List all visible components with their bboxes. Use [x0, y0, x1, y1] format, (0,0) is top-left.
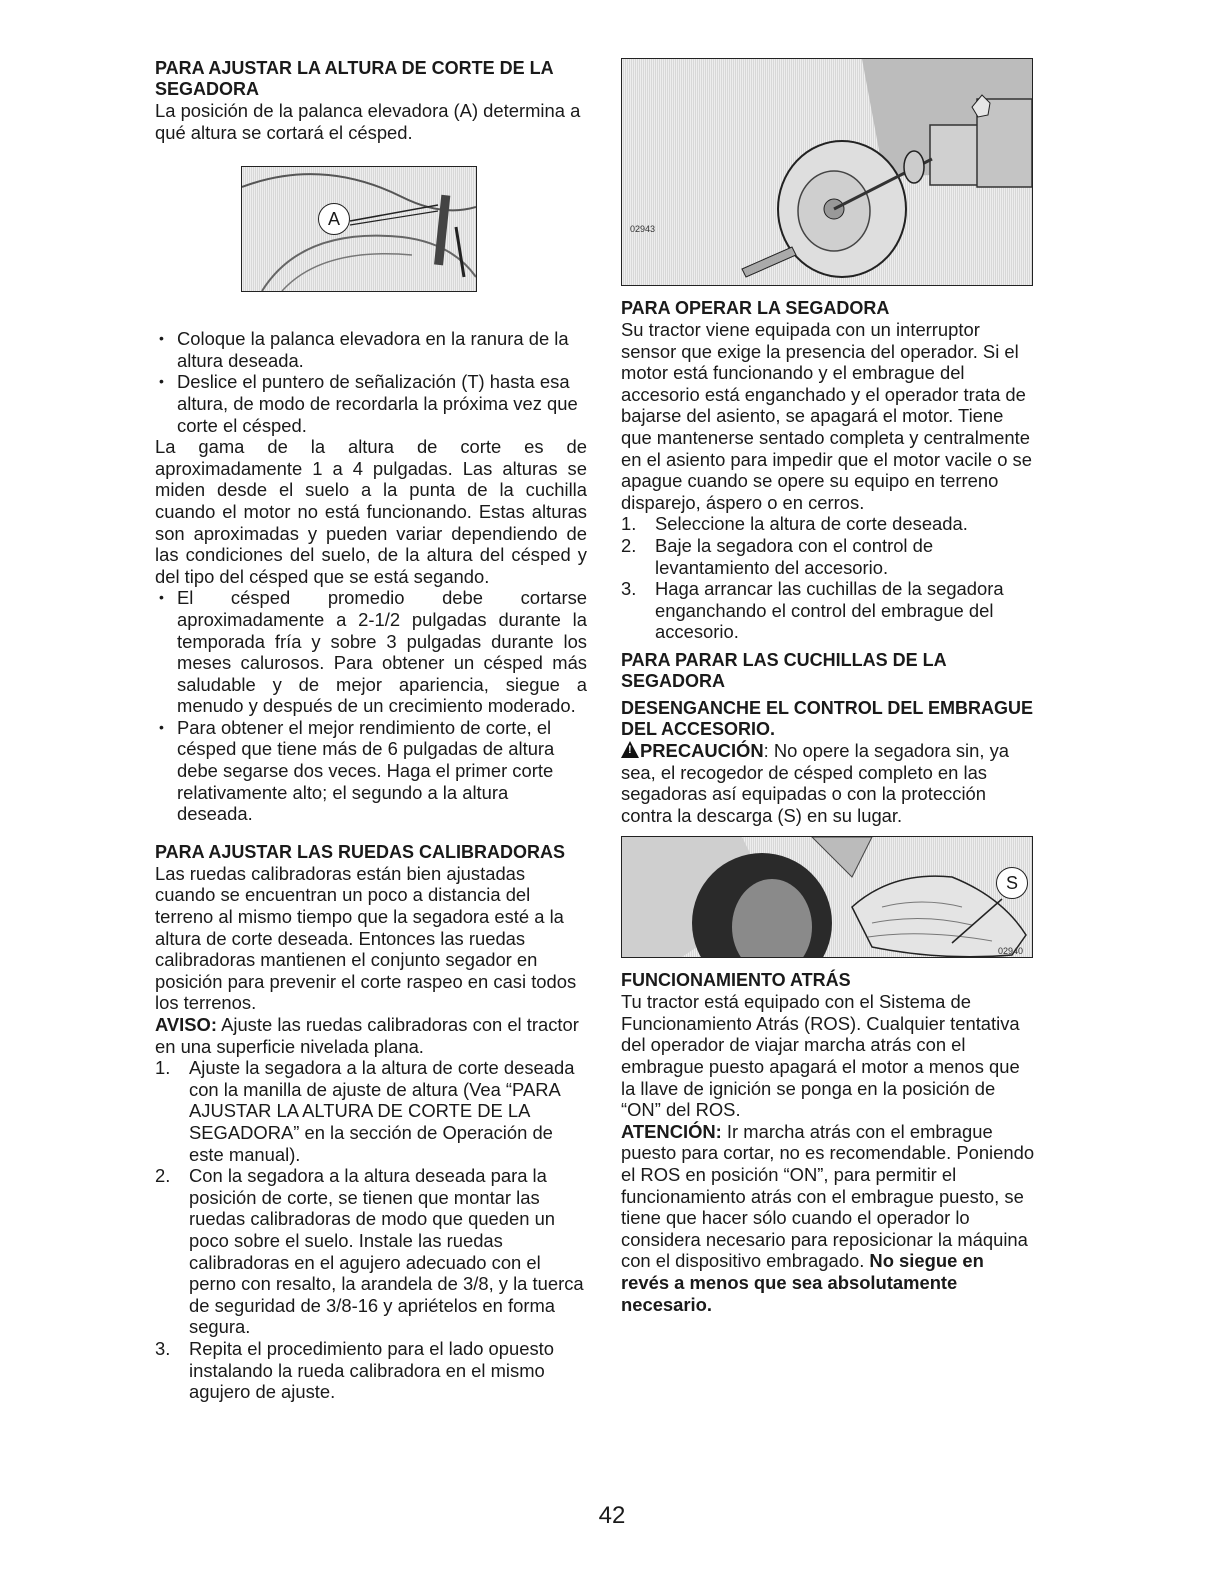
callout-a: A	[318, 203, 350, 235]
notice-text: Ajuste las ruedas calibradoras con el tractor en una superficie nivelada plana.	[155, 1014, 579, 1057]
lawn-tips	[155, 587, 587, 825]
list-item: 3. Repita el procedimiento para el lado opuesto instalando la rueda calibradora en el mismo agujero de ajuste.	[155, 1337, 554, 1403]
page-number: 42	[598, 1502, 626, 1529]
notice-label: AVISO:	[155, 1014, 217, 1035]
left-column	[155, 58, 587, 1403]
figure-lift-lever	[241, 166, 477, 292]
notice	[155, 1014, 587, 1057]
list-item: 2. Baje la segadora con el control de levantamiento del accesorio.	[621, 534, 934, 578]
figure-gauge-wheel	[621, 58, 1033, 286]
discharge-chute-illustration	[622, 837, 1032, 957]
cut-height-range-paragraph: La gama de la altura de corte es de aproximadamente 1 a 4 pulgadas. Las alturas se miden desde el suelo a la punta de la cuchilla cuando el motor no está funcionando. Estas alturas son aproximadas y pueden variar dependiendo de las condiciones del suelo, de la altura del césped y del tipo del césped que se está segando.	[155, 436, 587, 587]
caution-paragraph	[621, 740, 1035, 826]
operate-mower-paragraph: Su tractor viene equipada con un interruptor sensor que exige la presencia del operador. Si el motor está funcionando y el embrague del accesorio está enganchado y el operador trata de bajarse del asiento, se apagará el motor. Tiene que mantenerse sentado completa y centralmente en el asiento para impedir que el motor vacile o se apague cuando se opere su equipo en terreno disparejo, áspero o en cerros.	[621, 319, 1032, 513]
list-item: 2. Con la segadora a la altura deseada para la posición de corte, se tienen que montar las ruedas calibradoras de modo que queden un poco sobre el suelo. Instale las ruedas calibradoras en el agujero adecuado con el perno con resalto, la arandela de 3/8, y la tuerca de seguridad de 3/8-16 y apriételos en forma segura.	[155, 1165, 584, 1338]
list-item: • Coloque la palanca elevadora en la ranura de la altura deseada.	[155, 328, 587, 371]
attention-text: Ir marcha atrás con el embrague puesto para cortar, no es recomendable. Poniendo el ROS en posición “ON”, para permitir el funcionamiento atrás con el embrague puesto, se tiene que hacer sólo cuando el operador lo considera necesario para reposicionar la máquina con el dispositivo embragado.	[621, 1120, 1035, 1272]
right-column	[621, 58, 1035, 1315]
list-item: • Deslice el puntero de señalización (T) hasta esa altura, de modo de recordarla la próxima vez que corte el césped.	[155, 371, 587, 436]
gauge-wheel-steps	[155, 1057, 587, 1403]
heading-operate-mower: PARA OPERAR LA SEGADORA	[621, 298, 890, 318]
heading-gauge-wheels: PARA AJUSTAR LAS RUEDAS CALIBRADORAS	[155, 841, 566, 862]
disengage-instruction: DESENGANCHE EL CONTROL DEL EMBRAGUE DEL ACCESORIO.	[621, 697, 1034, 739]
cut-height-steps	[155, 328, 587, 436]
figure-code: 02940	[998, 946, 1024, 957]
reverse-operation-paragraph: Tu tractor está equipado con el Sistema de Funcionamiento Atrás (ROS). Cualquier tentativa del operador de viajar marcha atrás con el embrague puesto apagará el motor a menos que la llave de ignición se ponga en la posición de “ON” del ROS.	[621, 991, 1020, 1121]
list-item: 1. Ajuste la segadora a la altura de corte deseada con la manilla de ajuste de altura (Vea “PARA AJUSTAR LA ALTURA DE CORTE DE LA SEGADORA” en la sección de Operación de este manual).	[155, 1057, 575, 1165]
heading-reverse-operation: FUNCIONAMIENTO ATRÁS	[621, 970, 851, 991]
attention-label: ATENCIÓN:	[621, 1120, 722, 1142]
attention-warning: No siegue en revés a menos que sea absolutamente necesario.	[621, 1250, 984, 1315]
gauge-wheel-illustration	[622, 59, 1032, 285]
gauge-wheels-paragraph: Las ruedas calibradoras están bien ajustadas cuando se encuentran un poco a distancia del terreno al mismo tiempo que la segadora esté a la altura de corte deseada. Entonces las ruedas calibradoras mantienen el conjunto segador en posición para prevenir el corte raspeo en casi todos los terrenos.	[155, 862, 577, 1014]
heading-stop-blades: PARA PARAR LAS CUCHILLAS DE LA SEGADORA	[621, 649, 946, 691]
figure-discharge-chute	[621, 836, 1033, 958]
figure-code: 02943	[630, 224, 656, 234]
list-item: 3. Haga arrancar las cuchillas de la segadora enganchando el control del embrague del accesorio.	[621, 578, 1004, 643]
attention-paragraph	[621, 1121, 1035, 1315]
warning-icon: !	[621, 741, 639, 758]
cut-height-intro: La posición de la palanca elevadora (A) determina a qué altura se cortará el césped.	[155, 100, 581, 143]
caution-label: PRECAUCIÓN	[640, 739, 764, 761]
lift-lever-illustration	[242, 167, 476, 291]
heading-cut-height: PARA AJUSTAR LA ALTURA DE CORTE DE LA SEGADORA	[155, 58, 553, 99]
list-item: • El césped promedio debe cortarse aproximadamente a 2-1/2 pulgadas durante la temporada fría y sobre 3 pulgadas durante los meses calurosos. Para obtener un césped más saludable y de mejor apariencia, siegue a menudo y después de un crecimiento moderado.	[155, 587, 587, 717]
list-item: • Para obtener el mejor rendimiento de corte, el césped que tiene más de 6 pulgadas de altura debe segarse dos veces. Haga el primer corte relativamente alto; el segundo a la altura deseada.	[155, 717, 587, 825]
callout-s: S	[996, 867, 1028, 899]
caution-text: : No opere la segadora sin, ya sea, el recogedor de césped completo en las segadoras así equipadas o con la protección contra la descarga (S) en su lugar.	[621, 739, 1009, 826]
operate-mower-steps	[621, 513, 1035, 643]
list-item: 1. Seleccione la altura de corte deseada.	[621, 513, 968, 535]
